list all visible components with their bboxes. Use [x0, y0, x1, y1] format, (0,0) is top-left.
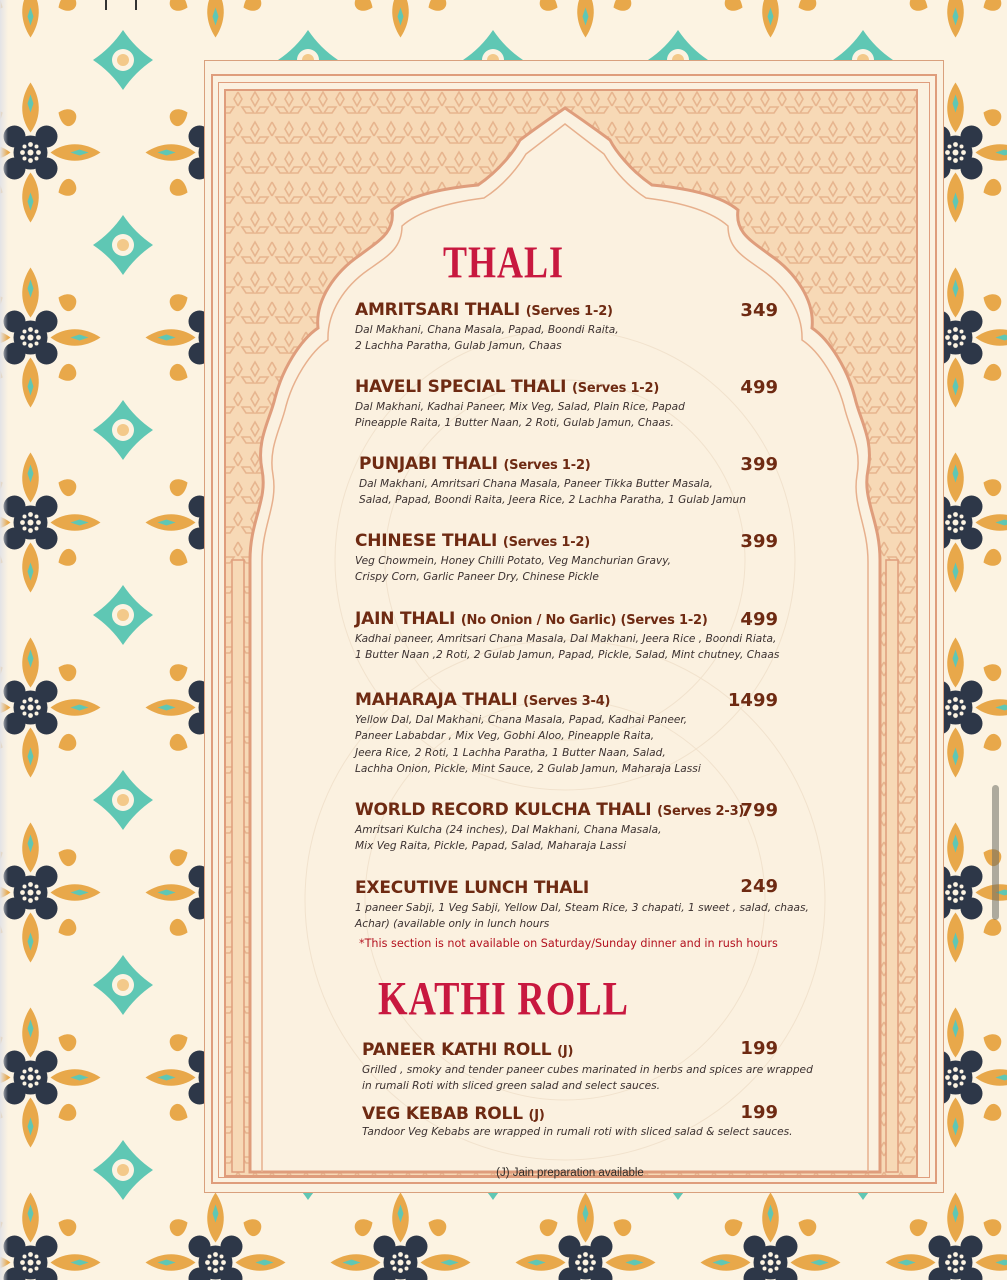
item-price: 199 — [740, 1102, 778, 1123]
item-description: 1 paneer Sabji, 1 Veg Sabji, Yellow Dal, Steam Rice, 3 chapati, 1 sweet , salad, chaas, Achar) (available only in lunch hours — [355, 902, 809, 931]
item-name: AMRITSARI THALI (Serves 1-2) — [355, 300, 613, 320]
item-price: 399 — [740, 531, 778, 552]
item-price: 249 — [740, 876, 778, 897]
item-description: Dal Makhani, Kadhai Paneer, Mix Veg, Salad, Plain Rice, Papad Pineapple Raita, 1 Butter Naan, 2 Roti, Gulab Jamun, Chaas. — [355, 401, 685, 430]
menu-item-world-record-kulcha-thali — [355, 800, 744, 855]
item-price: 499 — [740, 377, 778, 398]
item-price: 799 — [740, 800, 778, 821]
item-price: 1499 — [727, 690, 778, 711]
item-name: PUNJABI THALI (Serves 1-2) — [359, 454, 591, 474]
item-description: Yellow Dal, Dal Makhani, Chana Masala, Papad, Kadhai Paneer, Paneer Lababdar , Mix Veg, Gobhi Aloo, Pineapple Raita, Jeera Rice, 2 Roti, 1 Lachha Paratha, 1 Butter Naan, Salad, Lachha Onion, Pickle, Mint Sauce, 2 Gulab Jamun, Maharaja Lassi — [355, 714, 701, 775]
item-name: PANEER KATHI ROLL (J) — [362, 1040, 574, 1060]
item-name: EXECUTIVE LUNCH THALI — [355, 878, 590, 898]
item-name: VEG KEBAB ROLL (J) — [362, 1104, 545, 1124]
item-description: Veg Chowmein, Honey Chilli Potato, Veg Manchurian Gravy, Crispy Corn, Garlic Paneer Dry, Chinese Pickle — [355, 555, 672, 584]
item-price: 349 — [740, 300, 778, 321]
menu-item-haveli-special-thali — [355, 377, 685, 432]
item-description: Tandoor Veg Kebabs are wrapped in rumali roti with sliced salad & select sauces. — [362, 1126, 793, 1138]
item-description: Kadhai paneer, Amritsari Chana Masala, Dal Makhani, Jeera Rice , Boondi Riata, 1 Butter Naan ,2 Roti, 2 Gulab Jamun, Papad, Pickle, Salad, Mint chutney, Chaas — [355, 633, 780, 662]
section-title-kathi-roll: KATHI ROLL — [377, 973, 630, 1026]
item-name: MAHARAJA THALI (Serves 3-4) — [355, 690, 611, 710]
item-description: Dal Makhani, Amritsari Chana Masala, Paneer Tikka Butter Masala, Salad, Papad, Boondi Raita, Jeera Rice, 2 Lachha Paratha, 1 Gulab Jamun — [359, 478, 746, 507]
vertical-scrollbar[interactable] — [992, 785, 999, 920]
item-price: 199 — [740, 1038, 778, 1059]
menu-item-maharaja-thali — [355, 690, 701, 777]
item-name: JAIN THALI (No Onion / No Garlic) (Serves 1-2) — [355, 609, 708, 629]
menu-item-jain-thali — [355, 609, 779, 664]
menu-item-amritsari-thali — [355, 300, 619, 355]
item-name: HAVELI SPECIAL THALI (Serves 1-2) — [355, 377, 660, 397]
menu-item-chinese-thali — [355, 531, 671, 586]
section-title-thali: THALI — [442, 237, 565, 288]
menu-item-punjabi-thali — [359, 454, 746, 509]
item-price: 399 — [740, 454, 778, 475]
availability-note: *This section is not available on Saturday/Sunday dinner and in rush hours — [359, 937, 778, 950]
item-price: 499 — [740, 609, 778, 630]
item-description: Grilled , smoky and tender paneer cubes marinated in herbs and spices are wrapped in rumali Roti with sliced green salad and select sauces. — [362, 1064, 813, 1093]
item-description: Amritsari Kulcha (24 inches), Dal Makhani, Chana Masala, Mix Veg Raita, Pickle, Papad, Salad, Maharaja Lassi — [355, 824, 662, 853]
jain-footnote: (J) Jain preparation available — [496, 1167, 644, 1179]
item-description: Dal Makhani, Chana Masala, Papad, Boondi Raita, 2 Lachha Paratha, Gulab Jamun, Chaas — [355, 324, 619, 353]
item-name: CHINESE THALI (Serves 1-2) — [355, 531, 591, 551]
item-name: WORLD RECORD KULCHA THALI (Serves 2-3) — [355, 800, 745, 820]
